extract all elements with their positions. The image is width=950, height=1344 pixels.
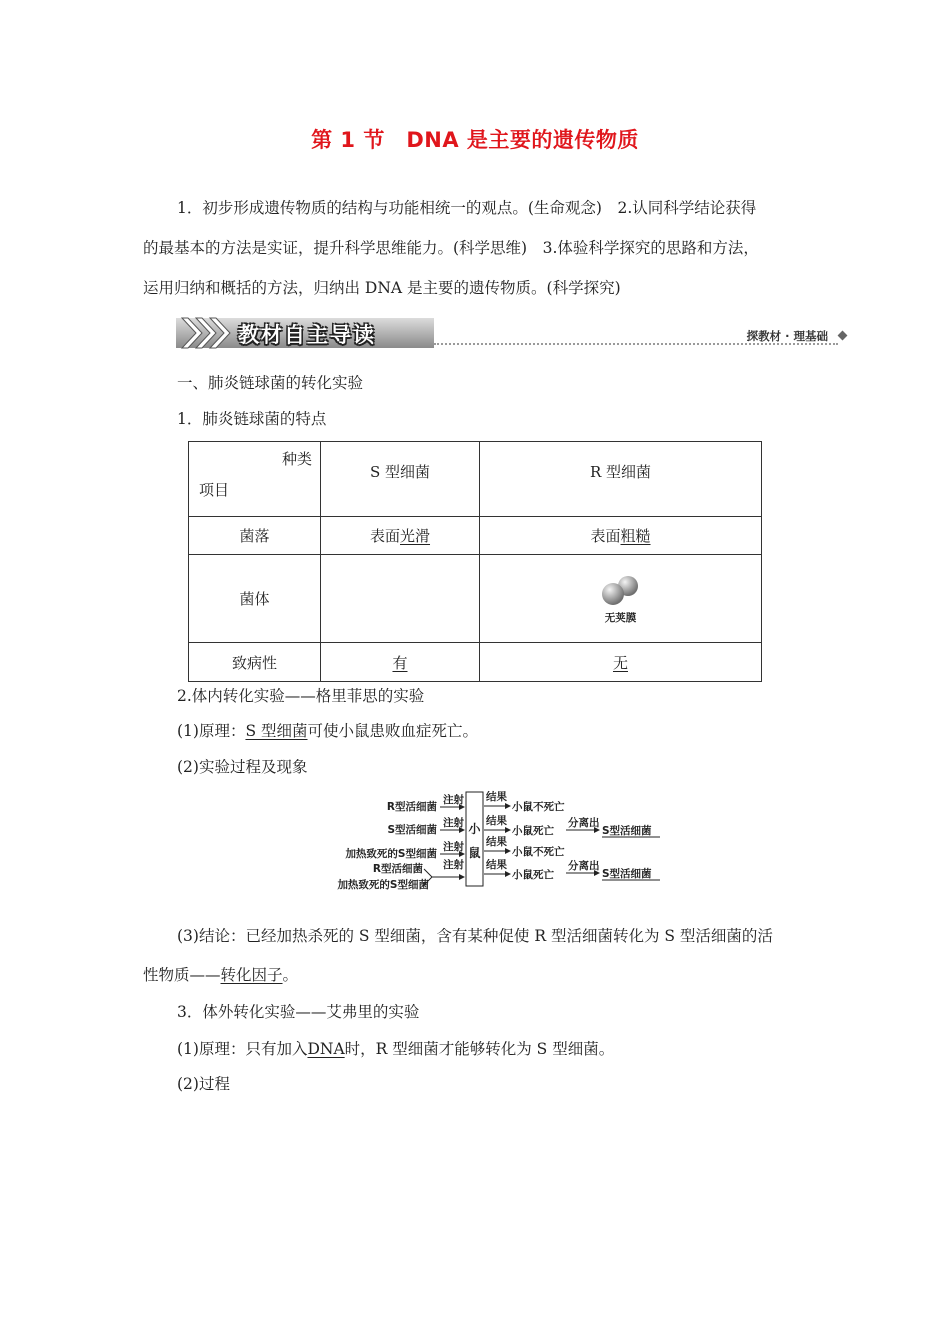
inject-label: 注射 xyxy=(443,859,464,871)
objective-line-2: 的最基本的方法是实证，提升科学思维能力。(科学思维) 3.体验科学探究的思路和方法， xyxy=(143,239,759,257)
section-heading: 一、肺炎链球菌的转化实验 xyxy=(177,374,364,392)
result-label: 结果 xyxy=(486,791,507,803)
principle-line-3: (1)原理：只有加入DNA时，R 型细菌才能够转化为 S 型细菌。 xyxy=(177,1040,615,1058)
corner-top-label: 种类 xyxy=(281,450,312,468)
table-row xyxy=(189,517,762,555)
outcome: 小鼠不死亡 xyxy=(512,801,565,813)
inject-label: 注射 xyxy=(443,841,464,853)
result-label: 结果 xyxy=(486,815,507,827)
cell-body-s-empty xyxy=(321,555,480,643)
colony-s: 表面光滑 xyxy=(321,517,480,555)
isolated-result: S型活细菌 xyxy=(602,825,652,837)
griffith-experiment-diagram xyxy=(320,788,670,898)
outcome: 小鼠死亡 xyxy=(512,869,554,881)
fill-blank: 无 xyxy=(612,653,628,672)
objective-line-1: 1．初步形成遗传物质的结构与功能相统一的观点。(生命观念) 2.认同科学结论获得 xyxy=(177,199,757,217)
row-label-pathogenicity: 致病性 xyxy=(189,643,321,682)
banner-subtitle: 探教材 · 理基础 xyxy=(746,329,828,343)
objective-line-3: 运用归纳和概括的方法，归纳出 DNA 是主要的遗传物质。(科学探究) xyxy=(143,279,621,297)
mouse-box xyxy=(466,792,483,886)
diamond-icon xyxy=(838,331,848,341)
fill-blank: 粗糙 xyxy=(620,527,651,545)
table-corner-cell xyxy=(189,442,321,517)
table-row xyxy=(189,643,762,682)
fill-blank: DNA xyxy=(307,1040,345,1058)
bacteria-table xyxy=(188,441,762,682)
cell-body-r xyxy=(480,555,762,643)
inject-label: 注射 xyxy=(443,794,464,806)
process-heading-3: (2)过程 xyxy=(177,1075,230,1093)
outcome: 小鼠死亡 xyxy=(512,825,554,837)
inject-label: 注射 xyxy=(443,817,464,829)
separate-label: 分离出 xyxy=(568,817,600,829)
section-banner xyxy=(176,316,848,350)
result-label: 结果 xyxy=(486,836,507,848)
row-label-colony: 菌落 xyxy=(189,517,321,555)
header-s-type: S 型细菌 xyxy=(321,442,480,517)
conclusion-line-2: 性物质——转化因子。 xyxy=(143,966,299,984)
process-heading: (2)实验过程及现象 xyxy=(177,758,308,776)
subsection-heading-1: 1．肺炎链球菌的特点 xyxy=(177,410,327,428)
pathogenicity-r xyxy=(480,643,762,682)
flow-input: 加热致死的S型细菌 xyxy=(337,879,429,891)
header-r-type: R 型细菌 xyxy=(480,442,762,517)
mouse-label-1: 小 xyxy=(468,822,481,836)
flow-input: R型活细菌 xyxy=(386,801,437,813)
table-row xyxy=(189,555,762,643)
fill-blank: S 型细菌 xyxy=(245,722,308,740)
fill-blank: 有 xyxy=(392,653,408,672)
fill-blank: 光滑 xyxy=(400,527,431,545)
outcome: 小鼠不死亡 xyxy=(512,846,565,858)
result-label: 结果 xyxy=(486,859,507,871)
conclusion-line-1: (3)结论：已经加热杀死的 S 型细菌，含有某种促使 R 型活细菌转化为 S 型活细菌的活 xyxy=(177,927,773,945)
flow-input: 加热致死的S型细菌 xyxy=(345,848,437,860)
isolated-result: S型活细菌 xyxy=(602,868,652,880)
colony-r: 表面粗糙 xyxy=(480,517,762,555)
flow-input: R型活细菌 xyxy=(372,863,423,875)
corner-bottom-label: 项目 xyxy=(199,481,230,499)
bacteria-illustration xyxy=(591,573,651,609)
subsection-heading-3: 3．体外转化实验——艾弗里的实验 xyxy=(177,1003,420,1021)
mouse-label-2: 鼠 xyxy=(468,846,481,860)
flow-input: S型活细菌 xyxy=(387,824,437,836)
no-capsule-caption: 无荚膜 xyxy=(604,611,637,624)
row-label-cell-body: 菌体 xyxy=(189,555,321,643)
subsection-heading-2: 2.体内转化实验——格里菲思的实验 xyxy=(177,687,425,705)
pathogenicity-s xyxy=(321,643,480,682)
fill-blank: 转化因子 xyxy=(220,966,283,984)
banner-title: 教材自主导读 xyxy=(238,323,376,347)
principle-line: (1)原理：S 型细菌可使小鼠患败血症死亡。 xyxy=(177,722,479,740)
page-title: 第 1 节 DNA 是主要的遗传物质 xyxy=(311,128,639,152)
separate-label: 分离出 xyxy=(568,860,600,872)
